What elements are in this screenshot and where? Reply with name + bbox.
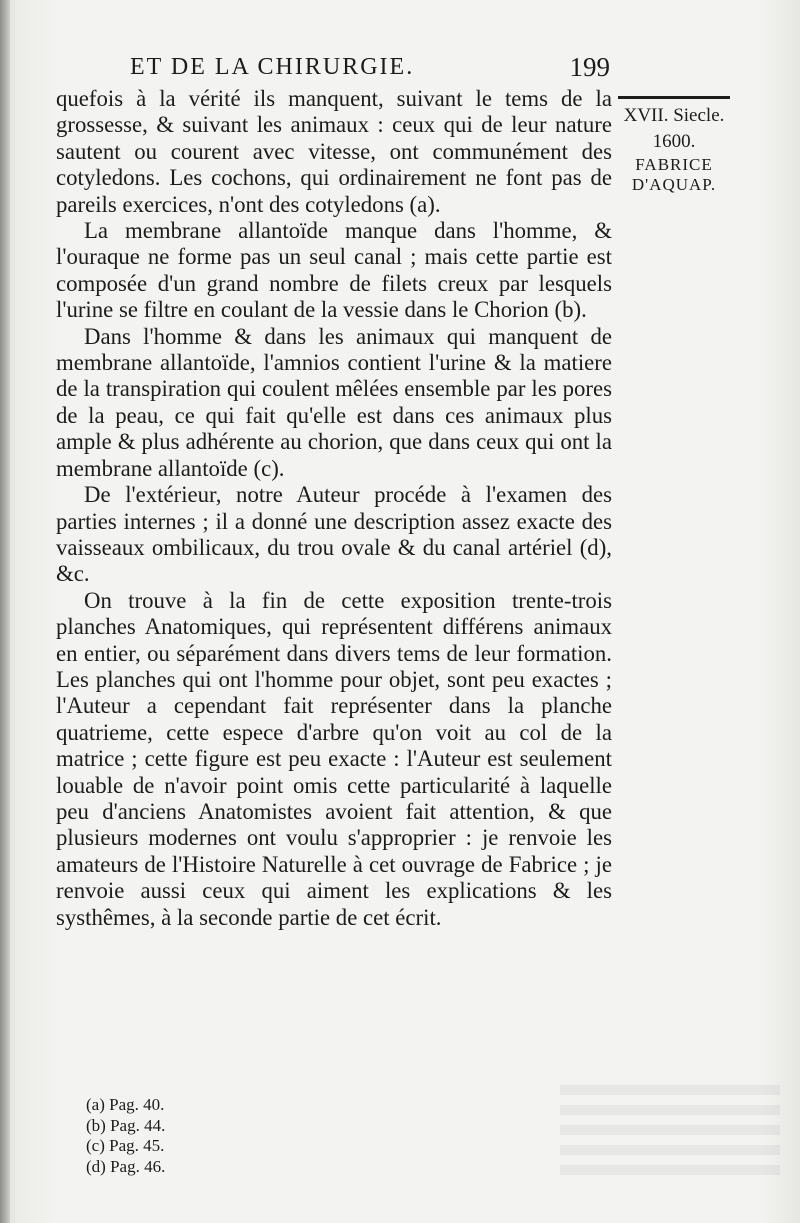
margin-year: 1600. [652, 131, 696, 152]
footnotes [86, 1095, 386, 1177]
margin-author-line-2: D'AQUAP. [631, 175, 717, 194]
margin-century: XVII. Siecle. [623, 105, 725, 126]
footnote: (b) Pag. 44. [86, 1115, 166, 1135]
paragraph: On trouve à la fin de cette exposition trente-trois planches Anatomiques, qui représentent différens animaux en entier, ou séparément dans divers tems de leur formation. Les planches qui ont l'homme pour objet, sont peu exactes ; l'Auteur a cependant fait représenter dans la planche quatrieme, cette espece d'arbre qu'on voit au col de la matrice ; cette figure est peu exacte : l'Auteur est seulement louable de n'avoir point omis cette particularité à laquelle peu d'anciens Anatomistes avoient fait attention, & que plusieurs modernes ont voulu s'approprier : je renvoie les amateurs de l'Histoire Naturelle à cet ouvrage de Fabrice ; je renvoie aussi ceux qui aiment les explications & les systhêmes, à la seconde partie de cet écrit. [56, 587, 612, 930]
paragraph: De l'extérieur, notre Auteur procéde à l'examen des parties internes ; il a donné une description assez exacte des vaisseaux ombilicaux, du trou ovale & du canal artériel (d), &c. [56, 482, 612, 587]
footnote: (a) Pag. 40. [86, 1095, 165, 1114]
page-header [130, 50, 610, 84]
show-through-texture [560, 1085, 780, 1175]
paragraph: quefois à la vérité ils manquent, suivant le tems de la grossesse, & suivant les animaux : ceux qui de leur nature sautent ou courent avec vitesse, ont communément des cotyledons. Les cochons, qui ordinairement ne font pas de pareils exercices, n'ont des cotyledons (a). [56, 86, 612, 217]
running-title: ET DE LA CHIRURGIE. [130, 54, 415, 80]
footnote: (c) Pag. 45. [86, 1136, 165, 1155]
body-text [56, 86, 612, 931]
footnote: (d) Pag. 46. [86, 1156, 166, 1176]
margin-rule [618, 96, 730, 99]
paragraph: La membrane allantoïde manque dans l'homme, & l'ouraque ne forme pas un seul canal ; mais cette partie est composée d'un grand nombre de filets creux par lesquels l'urine se filtre en coulant de la vessie dans le Chorion (b). [56, 218, 612, 323]
margin-note [616, 96, 732, 195]
margin-author-line-1: FABRICE [635, 155, 713, 174]
paragraph: Dans l'homme & dans les animaux qui manquent de membrane allantoïde, l'amnios contient l'urine & la matiere de la transpiration qui coulent mêlées ensemble par les pores de la peau, ce qui fait qu'elle est dans ces animaux plus ample & plus adhérente au chorion, que dans ceux qui ont la membrane allantoïde (c). [56, 323, 612, 481]
page-binding-edge [0, 0, 10, 1223]
page-number: 199 [569, 52, 610, 82]
